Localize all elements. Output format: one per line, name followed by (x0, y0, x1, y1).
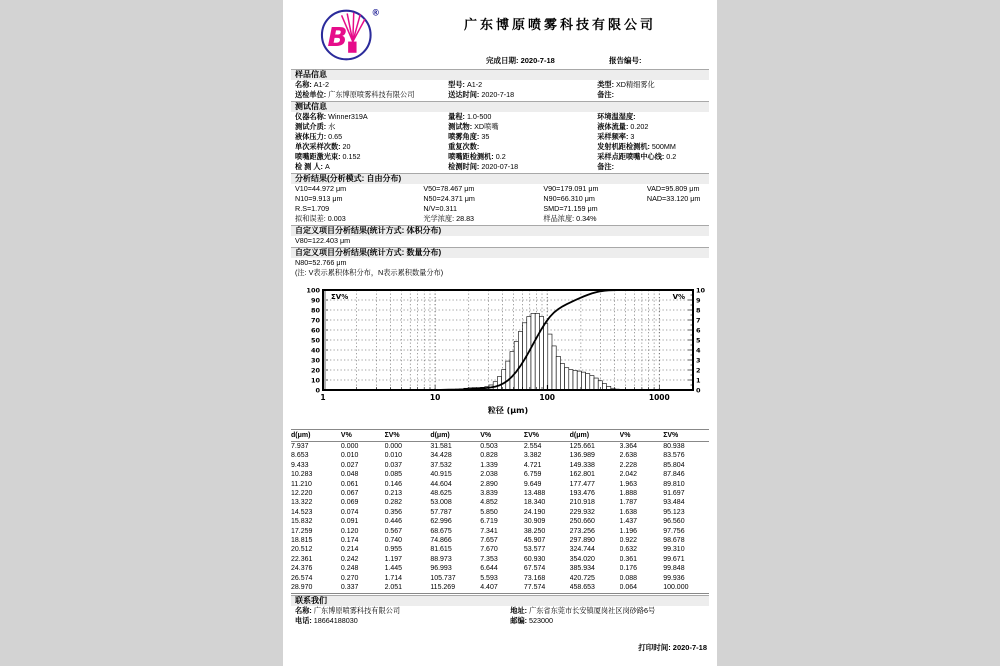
table-cell: 28.970 (291, 583, 341, 593)
table-cell: 0.337 (341, 583, 385, 593)
table-row (291, 442, 709, 452)
table-cell: 74.866 (430, 537, 452, 545)
table-cell: 1.339 (480, 461, 498, 469)
table-cell: 0.010 (340, 452, 359, 460)
table-cell: 0.446 (384, 518, 403, 526)
table-cell: 0.027 (340, 461, 359, 469)
svg-text:10: 10 (696, 286, 706, 295)
field: 电话: 18664188030 (295, 615, 358, 625)
table-row (291, 461, 709, 470)
table-cell: 99.671 (663, 555, 685, 563)
table-cell: 6.644 (480, 565, 498, 573)
analysis-value: 拟和误差: 0.003 (295, 214, 346, 223)
analysis-grid (291, 184, 709, 224)
field: 名称: 广东博原喷雾科技有限公司 (295, 605, 401, 615)
table-cell: 177.477 (569, 480, 595, 488)
table-row (291, 564, 709, 573)
table-cell: 0.120 (340, 527, 359, 535)
table-cell: 0.000 (384, 443, 403, 450)
table-cell: 0.067 (340, 490, 359, 498)
table-cell: 0.828 (480, 452, 498, 460)
table-cell: 0.085 (384, 471, 403, 479)
report-header (291, 4, 709, 68)
table-cell: 7.353 (480, 555, 498, 563)
analysis-value: 样品浓度: 0.34% (543, 214, 597, 223)
table-cell: 96.560 (663, 518, 685, 526)
table-cell: 80.938 (663, 443, 685, 450)
table-cell: 0.064 (620, 583, 664, 593)
svg-text:ΣV%: ΣV% (331, 293, 349, 301)
analysis-value: N90=66.310 μm (543, 194, 595, 203)
table-cell: 53.008 (430, 499, 452, 507)
field: 型号: A1-2 (448, 80, 483, 89)
table-row (291, 583, 709, 593)
table-cell: 83.576 (663, 452, 685, 460)
table-cell: 13.488 (523, 490, 546, 498)
table-cell: 12.220 (291, 490, 313, 498)
table-cell: 4.721 (523, 461, 542, 469)
table-cell: 210.918 (569, 499, 595, 507)
table-cell: 88.973 (430, 555, 452, 563)
table-cell: 0.037 (384, 461, 403, 469)
distribution-note: (注: V表示累积体积分布，N表示累积数量分布) (295, 268, 444, 277)
section-title-analysis: 分析结果(分析模式: 自由分布) (291, 173, 709, 184)
report-page (283, 0, 717, 666)
svg-text:40: 40 (310, 346, 320, 355)
custom-number-value: N80=52.766 μm (295, 258, 347, 267)
table-row (291, 498, 709, 507)
svg-text:0: 0 (315, 386, 320, 395)
table-cell: 5.850 (480, 508, 498, 516)
table-row (291, 451, 709, 460)
table-cell: 53.577 (523, 546, 546, 554)
field: 测试介质: 水 (295, 122, 336, 131)
table-cell: 77.574 (524, 583, 570, 593)
table-cell: 31.581 (430, 443, 452, 450)
analysis-value: R.S=1.709 (295, 204, 330, 213)
table-cell: 22.361 (291, 555, 313, 563)
field: 备注: (597, 90, 614, 99)
report-date-row (291, 55, 709, 66)
table-cell: 100.000 (663, 583, 709, 593)
table-cell: 0.503 (480, 443, 498, 450)
table-cell: 2.890 (480, 480, 498, 488)
table-cell: 0.000 (340, 443, 359, 450)
section-title-sample-info: 样品信息 (291, 69, 709, 80)
test-info-grid (291, 112, 709, 172)
section-title-custom-number: 自定义项目分析结果(统计方式: 数量分布) (291, 247, 709, 258)
svg-text:90: 90 (310, 296, 320, 305)
table-cell: 96.993 (430, 565, 452, 573)
col-header: ΣV% (524, 430, 570, 442)
table-cell: 4.407 (480, 583, 524, 593)
table-cell: 125.661 (569, 443, 595, 450)
table-cell: 13.322 (291, 499, 313, 507)
section-title-custom-volume: 自定义项目分析结果(统计方式: 体积分布) (291, 225, 709, 236)
table-row (291, 517, 709, 526)
table-cell: 2.051 (385, 583, 431, 593)
table-cell: 0.361 (619, 555, 638, 563)
svg-text:1000: 1000 (648, 393, 670, 402)
table-cell: 0.955 (384, 546, 403, 554)
table-cell: 297.890 (569, 537, 595, 545)
distribution-table-body (291, 442, 709, 594)
table-cell: 115.269 (430, 583, 480, 593)
table-cell: 99.936 (663, 574, 685, 582)
table-cell: 7.341 (480, 527, 498, 535)
table-cell: 34.428 (430, 452, 452, 460)
field: 名称: A1-2 (295, 80, 329, 89)
table-cell: 0.010 (384, 452, 403, 460)
section-title-contact: 联系我们 (291, 595, 709, 606)
field: 地址: 广东省东莞市长安镇厦岗社区岗砂路6号 (510, 605, 656, 615)
col-header: V% (341, 430, 385, 442)
table-cell: 6.759 (523, 471, 542, 479)
table-cell: 98.678 (663, 537, 685, 545)
distribution-table (291, 429, 709, 594)
table-cell: 0.922 (619, 537, 638, 545)
field: 环境温湿度: (597, 112, 636, 121)
table-cell: 0.567 (384, 527, 403, 535)
table-cell: 420.725 (569, 574, 595, 582)
svg-text:60: 60 (310, 326, 320, 335)
table-cell: 0.740 (384, 537, 403, 545)
table-cell: 1.963 (619, 480, 638, 488)
table-cell: 0.048 (340, 471, 359, 479)
table-row (291, 470, 709, 479)
col-header: V% (620, 430, 664, 442)
table-cell: 44.604 (430, 480, 452, 488)
distribution-table-wrap (291, 429, 709, 594)
table-cell: 0.069 (340, 499, 359, 507)
table-cell: 1.638 (619, 508, 638, 516)
table-row (291, 574, 709, 583)
table-cell: 0.213 (384, 490, 403, 498)
table-cell: 149.338 (569, 461, 595, 469)
table-cell: 85.804 (663, 461, 685, 469)
report-number: 报告编号: (609, 56, 642, 65)
field: 备注: (597, 162, 614, 171)
col-header: d(μm) (570, 430, 620, 442)
svg-text:6: 6 (696, 326, 701, 335)
analysis-value: V10=44.972 μm (295, 184, 347, 193)
section-title-test-info: 测试信息 (291, 101, 709, 112)
analysis-value: 光学浓度: 28.83 (423, 214, 475, 223)
table-cell: 45.907 (523, 537, 546, 545)
svg-text:8: 8 (696, 306, 701, 315)
svg-text:100: 100 (306, 286, 320, 295)
table-cell: 91.697 (663, 490, 685, 498)
svg-text:50: 50 (310, 336, 320, 345)
table-cell: 2.042 (619, 471, 638, 479)
table-cell: 30.909 (523, 518, 546, 526)
table-row (291, 489, 709, 498)
table-cell: 458.653 (570, 583, 620, 593)
svg-text:3: 3 (696, 356, 701, 365)
sample-info-grid (291, 80, 709, 100)
table-cell: 0.174 (340, 537, 359, 545)
analysis-value (647, 214, 709, 224)
svg-text:1: 1 (320, 393, 326, 402)
table-row (291, 555, 709, 564)
svg-text:7: 7 (696, 316, 701, 325)
table-row (291, 536, 709, 545)
print-time: 打印时间: 2020-7-18 (638, 642, 707, 652)
table-cell: 273.256 (569, 527, 595, 535)
table-cell: 73.168 (523, 574, 546, 582)
svg-text:70: 70 (310, 316, 320, 325)
col-header: ΣV% (385, 430, 431, 442)
field: 检测时间: 2020-07-18 (448, 162, 519, 171)
svg-text:1: 1 (696, 376, 701, 385)
table-cell: 57.787 (430, 508, 452, 516)
field: 测试物: XD喷嘴 (448, 122, 499, 131)
table-cell: 24.376 (291, 565, 313, 573)
field: 量程: 1.0-500 (448, 112, 492, 121)
table-cell: 0.146 (384, 480, 403, 488)
analysis-value: SMD=71.159 μm (543, 204, 598, 213)
table-cell: 0.248 (340, 565, 359, 573)
table-cell: 2.554 (523, 443, 542, 450)
table-cell: 26.574 (291, 574, 313, 582)
table-cell: 3.364 (619, 443, 638, 450)
table-cell: 385.934 (569, 565, 595, 573)
field: 发射机距检测机: 500MM (597, 142, 676, 151)
table-cell: 0.074 (340, 508, 359, 516)
particle-size-chart (291, 284, 709, 421)
particle-size-chart-svg (293, 284, 711, 416)
table-cell: 8.653 (291, 452, 309, 460)
table-cell: 1.714 (384, 574, 403, 582)
table-cell: 0.270 (340, 574, 359, 582)
table-cell: 250.660 (569, 518, 595, 526)
table-cell: 87.846 (663, 471, 685, 479)
svg-text:10: 10 (429, 393, 441, 402)
table-cell: 62.996 (430, 518, 452, 526)
table-cell: 11.210 (291, 480, 312, 488)
table-cell: 99.848 (663, 565, 685, 573)
table-cell: 2.228 (619, 461, 638, 469)
col-header: d(μm) (291, 430, 341, 442)
table-cell: 68.675 (430, 527, 452, 535)
field: 采样频率: 3 (597, 132, 635, 141)
col-header: V% (480, 430, 524, 442)
col-header: d(μm) (430, 430, 480, 442)
table-cell: 7.657 (480, 537, 498, 545)
table-cell: 17.259 (291, 527, 313, 535)
svg-text:4: 4 (696, 346, 701, 355)
table-cell: 6.719 (480, 518, 498, 526)
table-cell: 162.801 (569, 471, 595, 479)
table-cell: 15.832 (291, 518, 313, 526)
table-row (291, 508, 709, 517)
table-cell: 136.989 (569, 452, 595, 460)
field: 液体压力: 0.65 (295, 132, 343, 141)
registered-mark: ® (371, 7, 380, 18)
svg-text:2: 2 (696, 366, 701, 375)
field: 采样点距喷嘴中心线: 0.2 (597, 152, 677, 161)
svg-text:80: 80 (310, 306, 320, 315)
table-cell: 3.839 (480, 490, 498, 498)
table-cell: 0.061 (340, 480, 359, 488)
analysis-value: N10=9.913 μm (295, 194, 343, 203)
analysis-value: V90=179.091 μm (543, 184, 599, 193)
field: 单次采样次数: 20 (295, 142, 351, 151)
table-cell: 1.196 (619, 527, 638, 535)
table-cell: 67.574 (523, 565, 546, 573)
svg-text:V%: V% (672, 293, 685, 301)
table-cell: 20.512 (291, 546, 313, 554)
table-cell: 324.744 (569, 546, 595, 554)
svg-text:0: 0 (696, 386, 701, 395)
table-cell: 193.476 (569, 490, 595, 498)
table-cell: 0.282 (384, 499, 403, 507)
analysis-value: V50=78.467 μm (423, 184, 475, 193)
contact-grid (291, 606, 709, 626)
table-cell: 40.915 (430, 471, 452, 479)
field: 喷嘴距激光束: 0.152 (295, 152, 361, 161)
field: 邮编: 523000 (510, 615, 554, 625)
analysis-value: N/V=0.311 (423, 204, 457, 213)
svg-text:粒径 (μm): 粒径 (μm) (487, 406, 529, 415)
table-cell: 9.649 (523, 480, 542, 488)
analysis-value: NAD=33.120 μm (646, 194, 701, 203)
table-cell: 4.852 (480, 499, 498, 507)
table-cell: 89.810 (663, 480, 685, 488)
table-cell: 18.340 (523, 499, 546, 507)
field: 送检单位: 广东博原喷雾科技有限公司 (295, 90, 415, 99)
table-cell: 1.197 (384, 555, 403, 563)
svg-text:20: 20 (310, 366, 320, 375)
svg-text:B: B (327, 23, 348, 54)
table-cell: 1.445 (384, 565, 403, 573)
analysis-value: VAD=95.809 μm (646, 184, 700, 193)
analysis-value (647, 204, 709, 214)
table-cell: 0.356 (384, 508, 403, 516)
svg-text:9: 9 (696, 296, 701, 305)
table-cell: 1.787 (619, 499, 638, 507)
table-cell: 48.625 (430, 490, 452, 498)
table-row (291, 545, 709, 554)
table-cell: 2.638 (619, 452, 638, 460)
field: 喷嘴距检测机: 0.2 (448, 152, 506, 161)
svg-text:30: 30 (310, 356, 320, 365)
table-cell: 0.088 (619, 574, 638, 582)
table-cell: 37.532 (430, 461, 452, 469)
table-cell: 7.937 (291, 443, 309, 450)
table-cell: 1.437 (619, 518, 638, 526)
svg-text:5: 5 (696, 336, 701, 345)
table-cell: 38.250 (523, 527, 546, 535)
svg-text:100: 100 (539, 393, 556, 402)
table-cell: 81.615 (430, 546, 452, 554)
table-cell: 0.214 (340, 546, 359, 554)
complete-date: 完成日期: 2020-7-18 (486, 56, 555, 65)
table-cell: 1.888 (619, 490, 638, 498)
company-name: 广东博原喷雾科技有限公司 (463, 17, 656, 32)
table-cell: 60.930 (523, 555, 546, 563)
table-cell: 7.670 (480, 546, 498, 554)
table-cell: 97.756 (663, 527, 685, 535)
table-cell: 24.190 (523, 508, 546, 516)
field: 喷雾角度: 35 (448, 132, 490, 141)
field: 重复次数: (448, 142, 480, 151)
table-cell: 0.091 (340, 518, 359, 526)
table-cell: 99.310 (663, 546, 685, 554)
table-cell: 0.176 (619, 565, 638, 573)
table-cell: 229.932 (569, 508, 595, 516)
table-cell: 354.020 (569, 555, 595, 563)
table-cell: 0.632 (619, 546, 638, 554)
table-cell: 105.737 (430, 574, 456, 582)
table-cell: 3.382 (523, 452, 542, 460)
table-cell: 0.242 (340, 555, 359, 563)
field: 送达时间: 2020-7-18 (448, 90, 515, 99)
table-cell: 10.283 (291, 471, 313, 479)
table-row (291, 480, 709, 489)
table-cell: 93.484 (663, 499, 685, 507)
custom-volume-value: V80=122.403 μm (295, 236, 351, 245)
table-cell: 14.523 (291, 508, 313, 516)
table-cell: 9.433 (291, 461, 309, 469)
field: 类型: XD精细雾化 (597, 80, 655, 89)
table-cell: 95.123 (663, 508, 685, 516)
distribution-table-header (291, 430, 709, 442)
table-cell: 5.593 (480, 574, 498, 582)
col-header: ΣV% (663, 430, 709, 442)
svg-text:10: 10 (310, 376, 320, 385)
field: 仪器名称: Winner319A (295, 112, 368, 121)
table-cell: 2.038 (480, 471, 498, 479)
field: 检 测 人: A (295, 162, 330, 171)
analysis-value: N50=24.371 μm (423, 194, 475, 203)
table-cell: 18.815 (291, 537, 313, 545)
field: 液体流量: 0.202 (597, 122, 649, 131)
table-row (291, 527, 709, 536)
